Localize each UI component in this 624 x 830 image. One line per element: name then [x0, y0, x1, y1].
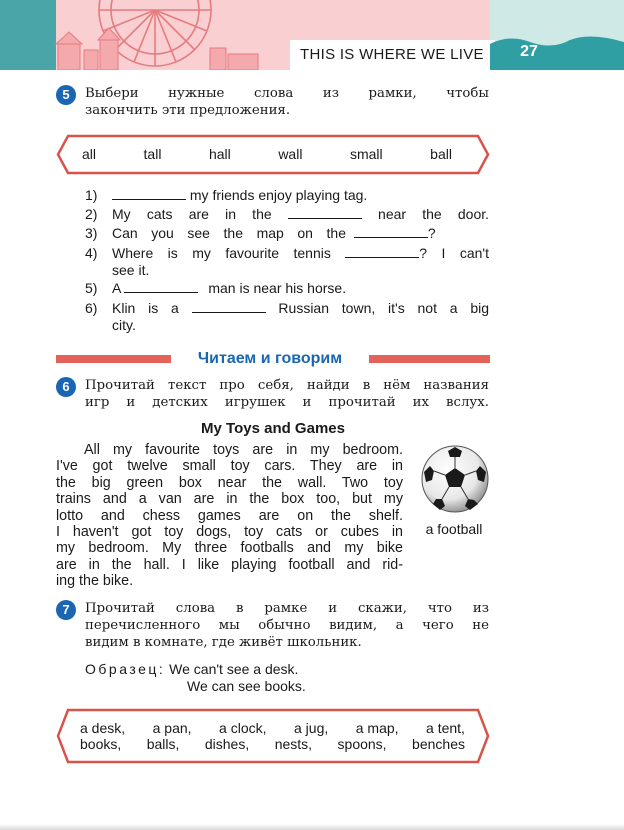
word-box-ex7	[56, 708, 490, 764]
word-box-word: nests,	[274, 736, 313, 752]
item-number: 1)	[85, 187, 98, 203]
item-text-before: Where is my favourite tennis	[112, 245, 331, 261]
word-box-word: ball	[430, 146, 452, 162]
word-box-word: balls,	[146, 736, 180, 752]
item-number: 2)	[85, 206, 98, 222]
item-text-continued: city.	[112, 317, 136, 333]
instruction-line: Прочитай слова в рамке и скажи, что из	[85, 601, 489, 616]
sample-label: Образец:	[85, 661, 166, 677]
exercise-item	[85, 225, 489, 243]
story-title: My Toys and Games	[201, 420, 345, 437]
answer-blank[interactable]	[345, 245, 419, 258]
item-text-before: Klin is a	[112, 300, 179, 316]
instruction-line: игр и детских игрушек и прочитай их вслух.	[85, 395, 489, 410]
story-line: the big green box near the wall. Two toy	[56, 474, 403, 491]
item-text-before: My cats are in the	[112, 206, 272, 222]
answer-blank[interactable]	[192, 300, 266, 313]
word-box-word: a desk,	[80, 720, 126, 736]
word-box-word: a map,	[355, 720, 399, 736]
instruction-line: Выбери нужные слова из рамки, чтобы	[85, 86, 489, 101]
exercise-7-badge: 7	[56, 600, 76, 620]
story-line: trains and a van are in the box too, but my	[56, 491, 403, 508]
item-text	[112, 187, 489, 204]
item-text-after: ? I can't	[419, 245, 489, 261]
item-line	[112, 245, 489, 262]
sample-line: We can see books.	[187, 678, 306, 694]
item-text-after: near the door.	[378, 206, 490, 222]
word-box-word: a jug,	[294, 720, 329, 736]
page-edge	[0, 824, 624, 830]
story-line: All my favourite toys are in my bedroom.	[84, 442, 403, 458]
item-text-after: ?	[427, 225, 436, 241]
item-text-before: A	[112, 280, 121, 296]
word-box-word: books,	[80, 736, 122, 752]
sample-block	[85, 661, 298, 678]
chapter-title: THIS IS WHERE WE LIVE	[300, 46, 484, 63]
instruction-line: Прочитай текст про себя, найди в нём названия	[85, 378, 489, 393]
answer-blank[interactable]	[112, 187, 186, 200]
page-number: 27	[520, 43, 538, 60]
exercise-item	[85, 300, 489, 336]
story-line: are in the hall. I like playing football and rid-	[56, 556, 403, 573]
instruction-line: закончить эти предложения.	[85, 103, 291, 118]
instruction-line: перечисленного мы обычно видим, а чего не	[85, 618, 489, 633]
word-box-word: wall	[278, 146, 303, 162]
exercise-item	[85, 206, 489, 224]
story-line: my bedroom. My three footballs and my bike	[56, 540, 403, 557]
story-line: I haven't got toy dogs, toy cats or cubes in	[56, 524, 403, 541]
exercise-item	[85, 187, 489, 205]
word-box-word: all	[82, 146, 97, 162]
answer-blank[interactable]	[124, 280, 198, 293]
item-text-continued: see it.	[112, 262, 150, 278]
story-line: lotto and chess games are on the shelf.	[56, 507, 403, 524]
word-box-word: hall	[208, 146, 231, 162]
word-box-word: a clock,	[219, 720, 267, 736]
word-box-word: a pan,	[152, 720, 192, 736]
item-number: 5)	[85, 280, 98, 296]
answer-blank[interactable]	[354, 225, 428, 238]
answer-blank[interactable]	[288, 206, 362, 219]
exercise-7-instruction	[85, 600, 489, 651]
item-line	[112, 300, 489, 317]
item-text	[112, 300, 489, 334]
blank-with-suffix	[345, 245, 489, 261]
word-box-word: dishes,	[204, 736, 250, 752]
story-text	[56, 442, 403, 590]
exercise-item	[85, 245, 489, 281]
item-text	[112, 280, 489, 297]
exercise-5-badge: 5	[56, 85, 76, 105]
item-text-after: my friends enjoy playing tag.	[189, 187, 368, 203]
section-heading: Читаем и говорим	[171, 349, 369, 369]
word-box-ex5	[56, 134, 490, 175]
story-line: ing the bike.	[56, 573, 134, 590]
item-text	[112, 206, 489, 223]
football-caption: a football	[425, 521, 483, 537]
instruction-line: видим в комнате, где живёт школьник.	[85, 635, 362, 650]
item-text	[112, 245, 489, 279]
story-line: I've got twelve small toy cars. They are in	[56, 458, 403, 475]
item-text-before: Can you see the map on the	[112, 225, 346, 241]
word-box-word: small	[349, 146, 383, 162]
sample-line: We can't see a desk.	[169, 661, 299, 677]
word-box-word: benches	[412, 736, 465, 752]
exercise-item	[85, 280, 489, 298]
exercise-6-instruction	[85, 377, 489, 411]
page-header	[0, 0, 624, 70]
item-text	[112, 225, 462, 242]
item-number: 6)	[85, 300, 98, 316]
item-number: 4)	[85, 245, 98, 261]
football-image	[420, 444, 490, 514]
word-box-word: tall	[143, 146, 162, 162]
exercise-6-badge: 6	[56, 377, 76, 397]
exercise-5-instruction	[85, 85, 489, 119]
word-box-word: a tent,	[426, 720, 465, 736]
item-number: 3)	[85, 225, 98, 241]
word-box-word: spoons,	[337, 736, 387, 752]
item-text-after: man is near his horse.	[208, 280, 347, 296]
item-text-after: Russian town, it's not a big	[278, 300, 490, 316]
